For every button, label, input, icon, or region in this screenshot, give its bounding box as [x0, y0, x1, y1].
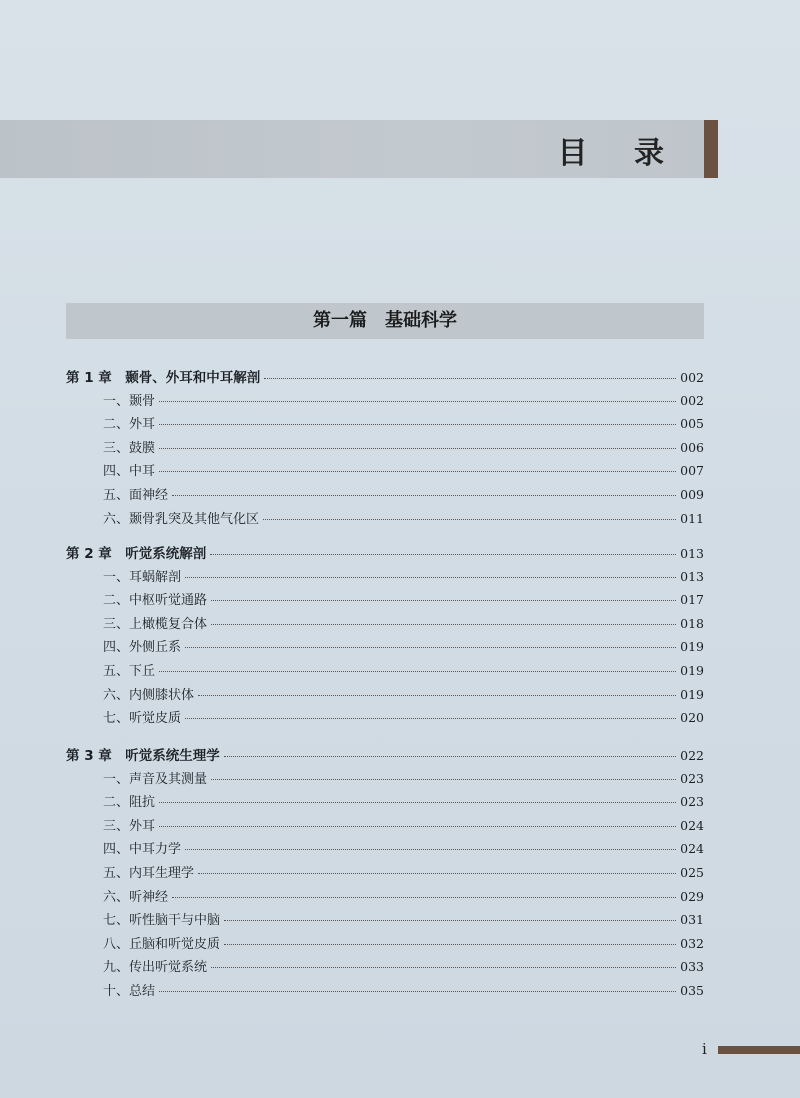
toc-chapter-label: 第 2 章 听觉系统解剖 — [66, 546, 207, 562]
toc-section — [103, 909, 704, 929]
toc-section — [103, 508, 704, 528]
toc-section — [103, 838, 704, 858]
toc-section-label: 六、颞骨乳突及其他气化区 — [103, 511, 260, 527]
toc-section-page: 013 — [680, 568, 704, 584]
toc-section — [103, 660, 704, 680]
toc-section-label: 三、上橄榄复合体 — [103, 616, 208, 632]
dot-leader — [159, 401, 676, 402]
dot-leader — [224, 944, 676, 945]
toc-section-label: 八、丘脑和听觉皮质 — [103, 936, 221, 952]
toc-section-page: 009 — [680, 487, 704, 502]
toc-section — [103, 886, 704, 906]
toc-section — [103, 390, 704, 410]
toc-section — [103, 862, 704, 882]
toc-chapter-label: 第 1 章 颞骨、外耳和中耳解剖 — [66, 370, 261, 386]
dot-leader — [159, 448, 676, 449]
toc-section-page: 007 — [680, 463, 704, 479]
toc-section — [103, 589, 704, 609]
toc-section-page: 002 — [680, 392, 704, 408]
dot-leader — [198, 695, 676, 696]
toc-chapter-page: 013 — [680, 546, 704, 561]
toc-section-page: 024 — [680, 841, 704, 857]
dot-leader — [211, 600, 676, 601]
toc-section-label: 六、内侧膝状体 — [103, 687, 195, 703]
dot-leader — [198, 873, 676, 874]
toc-section-label: 五、面神经 — [103, 488, 169, 503]
toc-section-page: 006 — [680, 439, 704, 455]
toc-section-page: 029 — [680, 888, 704, 904]
toc-section-label: 五、内耳生理学 — [103, 866, 195, 881]
dot-leader — [210, 554, 676, 555]
dot-leader — [185, 647, 676, 648]
toc-section-page: 024 — [680, 817, 704, 833]
toc-section-label: 四、中耳 — [103, 464, 156, 480]
dot-leader — [185, 577, 676, 578]
toc-section-page: 017 — [680, 592, 704, 608]
toc-section-label: 三、鼓膜 — [103, 440, 156, 456]
toc-section-page: 025 — [680, 865, 704, 880]
dot-leader — [211, 967, 676, 968]
dot-leader — [211, 779, 676, 780]
toc-section-label: 五、下丘 — [103, 664, 156, 679]
toc-section-page: 005 — [680, 416, 704, 432]
toc-section — [103, 413, 704, 433]
toc-section-page: 032 — [680, 935, 704, 951]
toc-section-label: 二、中枢听觉通路 — [103, 593, 208, 609]
toc-section-page: 018 — [680, 615, 704, 631]
toc-section-page: 011 — [680, 510, 704, 526]
title-accent-bar — [704, 120, 718, 178]
toc-section — [103, 437, 704, 457]
toc-section-label: 三、外耳 — [103, 818, 156, 834]
toc-section — [103, 956, 704, 976]
toc-chapter-page: 002 — [680, 370, 704, 385]
toc-section — [103, 684, 704, 704]
toc-chapter — [66, 744, 704, 764]
dot-leader — [172, 897, 676, 898]
footer-accent-bar — [718, 1046, 800, 1054]
dot-leader — [264, 378, 676, 379]
dot-leader — [159, 471, 676, 472]
toc-section-page: 023 — [680, 770, 704, 786]
page-title: 目 录 — [557, 136, 682, 171]
toc-section — [103, 791, 704, 811]
toc-section — [103, 933, 704, 953]
toc-section-label: 九、传出听觉系统 — [103, 960, 208, 976]
toc-section-label: 一、耳蜗解剖 — [103, 569, 182, 585]
dot-leader — [159, 826, 676, 827]
toc-section-page: 019 — [680, 663, 704, 678]
dot-leader — [263, 519, 676, 520]
toc-section — [103, 815, 704, 835]
toc-section-label: 四、外侧丘系 — [103, 640, 182, 656]
toc-section-label: 一、声音及其测量 — [103, 771, 208, 787]
toc-chapter — [66, 542, 704, 562]
toc-section — [103, 768, 704, 788]
dot-leader — [185, 718, 676, 719]
dot-leader — [159, 671, 676, 672]
toc-section-page: 019 — [680, 639, 704, 655]
dot-leader — [224, 756, 676, 757]
toc-section — [103, 613, 704, 633]
toc-section-label: 二、阻抗 — [103, 795, 156, 811]
dot-leader — [159, 802, 676, 803]
toc-section — [103, 980, 704, 1000]
toc-chapter-page: 022 — [680, 748, 704, 763]
dot-leader — [159, 424, 676, 425]
dot-leader — [172, 495, 676, 496]
toc-section-page: 019 — [680, 686, 704, 702]
toc-section-label: 六、听神经 — [103, 889, 169, 905]
toc-section — [103, 460, 704, 480]
toc-section-page: 023 — [680, 794, 704, 810]
toc-section-page: 033 — [680, 959, 704, 975]
toc-section-page: 020 — [680, 710, 704, 726]
toc-section — [103, 707, 704, 727]
toc-section-label: 二、外耳 — [103, 417, 156, 433]
page-number: i — [702, 1040, 707, 1058]
toc-chapter — [66, 366, 704, 386]
toc-section-label: 一、颞骨 — [103, 393, 156, 409]
toc-section-label: 四、中耳力学 — [103, 842, 182, 858]
toc-section-label: 七、听觉皮质 — [103, 711, 182, 727]
dot-leader — [211, 624, 676, 625]
dot-leader — [185, 849, 676, 850]
toc-section — [103, 636, 704, 656]
toc-section — [103, 566, 704, 586]
toc-section-label: 七、听性脑干与中脑 — [103, 913, 221, 929]
toc-section-page: 031 — [680, 912, 704, 928]
dot-leader — [224, 920, 676, 921]
part-title: 第一篇 基础科学 — [313, 310, 457, 331]
dot-leader — [159, 991, 676, 992]
toc-chapter-label: 第 3 章 听觉系统生理学 — [66, 748, 220, 764]
toc-section-label: 十、总结 — [103, 984, 156, 999]
toc-section-page: 035 — [680, 983, 704, 998]
toc-section — [103, 484, 704, 504]
